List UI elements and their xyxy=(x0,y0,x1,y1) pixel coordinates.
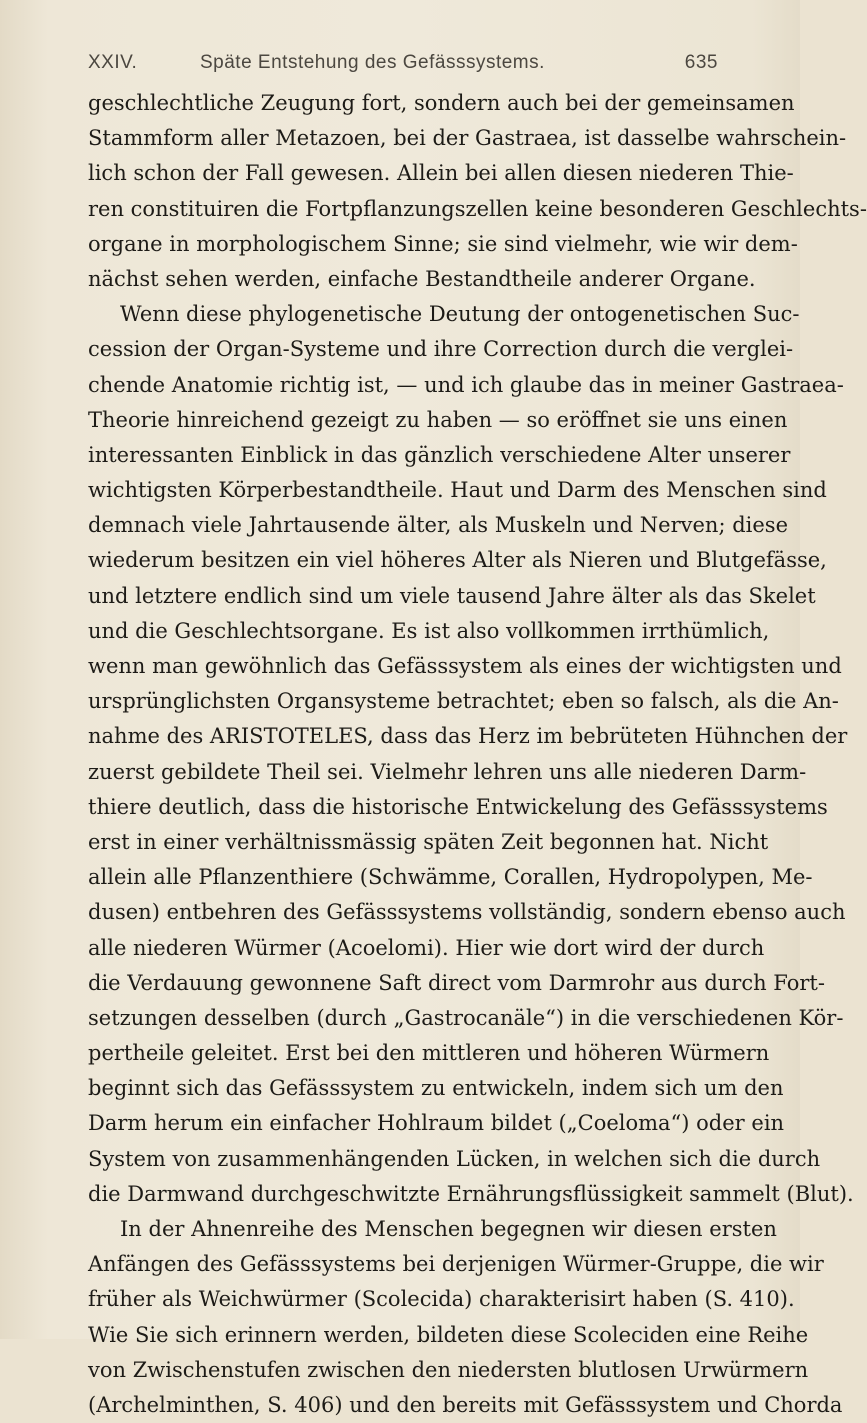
text-line: die Darmwand durchgeschwitzte Ernährungsflüssigkeit sammelt (Blut). xyxy=(88,1181,854,1206)
text-line: organe in morphologischem Sinne; sie sind vielmehr, wie wir dem- xyxy=(88,231,798,256)
text-line: und die Geschlechtsorgane. Es ist also vollkommen irrthümlich, xyxy=(88,618,770,643)
text-line: von Zwischenstufen zwischen den niedersten blutlosen Urwürmern xyxy=(88,1357,809,1382)
text-line: System von zusammenhängenden Lücken, in welchen sich die durch xyxy=(88,1146,821,1171)
text-line: nächst sehen werden, einfache Bestandtheile anderer Organe. xyxy=(88,266,756,291)
text-line: ren constituiren die Fortpflanzungszellen keine besonderen Geschlechts- xyxy=(88,196,867,221)
body-text xyxy=(88,86,867,1423)
text-line: Anfängen des Gefässsystems bei derjenigen Würmer-Gruppe, die wir xyxy=(88,1252,824,1277)
text-line: chende Anatomie richtig ist, — und ich glaube das in meiner Gastraea- xyxy=(88,372,844,397)
text-line: erst in einer verhältnissmässig späten Zeit begonnen hat. Nicht xyxy=(88,829,769,854)
text-line: und letztere endlich sind um viele tausend Jahre älter als das Skelet xyxy=(88,583,816,608)
text-line: dusen) entbehren des Gefässsystems vollständig, sondern ebenso auch xyxy=(88,900,846,925)
text-line: allein alle Pflanzenthiere (Schwämme, Corallen, Hydropolypen, Me- xyxy=(88,865,813,890)
text-line: interessanten Einblick in das gänzlich verschiedene Alter unserer xyxy=(88,442,791,467)
text-line: pertheile geleitet. Erst bei den mittleren und höheren Würmern xyxy=(88,1041,770,1066)
text-line: wiederum besitzen ein viel höheres Alter als Nieren und Blutgefässe, xyxy=(88,548,827,573)
text-line: demnach viele Jahrtausende älter, als Muskeln und Nerven; diese xyxy=(88,513,788,538)
page-number: 635 xyxy=(684,52,718,73)
text-line: zuerst gebildete Theil sei. Vielmehr lehren uns alle niederen Darm- xyxy=(88,759,807,784)
running-title: Späte Entstehung des Gefässsystems. xyxy=(200,52,545,73)
text-line: setzungen desselben (durch „Gastrocanäle“) in die verschiedenen Kör- xyxy=(88,1005,844,1030)
text-line: In der Ahnenreihe des Menschen begegnen wir diesen ersten xyxy=(120,1217,777,1241)
text-line: nahme des ARISTOTELES, dass das Herz im bebrüteten Hühnchen der xyxy=(88,724,848,749)
text-line: wichtigsten Körperbestandtheile. Haut und Darm des Menschen sind xyxy=(88,478,827,503)
text-line: lich schon der Fall gewesen. Allein bei allen diesen niederen Thie- xyxy=(88,161,794,186)
chapter-number: XXIV. xyxy=(88,52,138,73)
text-line: Wie Sie sich erinnern werden, bildeten diese Scoleciden eine Reihe xyxy=(88,1322,809,1347)
text-line: thiere deutlich, dass die historische Entwickelung des Gefässsystems xyxy=(88,794,828,819)
text-line: Darm herum ein einfacher Hohlraum bildet („Coeloma“) oder ein xyxy=(88,1111,785,1136)
text-line: die Verdauung gewonnene Saft direct vom Darmrohr aus durch Fort- xyxy=(88,970,825,995)
text-line: früher als Weichwürmer (Scolecida) charakterisirt haben (S. 410). xyxy=(88,1287,795,1312)
text-line: beginnt sich das Gefässsystem zu entwickeln, indem sich um den xyxy=(88,1076,784,1101)
text-line: (Archelminthen, S. 406) und den bereits mit Gefässsystem und Chorda xyxy=(88,1392,843,1417)
running-header xyxy=(88,52,718,82)
text-line: Stammform aller Metazoen, bei der Gastraea, ist dasselbe wahrschein- xyxy=(88,126,847,151)
text-line: cession der Organ-Systeme und ihre Correction durch die verglei- xyxy=(88,337,794,362)
text-line: ursprünglichsten Organsysteme betrachtet; eben so falsch, als die An- xyxy=(88,689,839,714)
text-line: wenn man gewöhnlich das Gefässsystem als eines der wichtigsten und xyxy=(88,654,842,678)
text-line: Wenn diese phylogenetische Deutung der ontogenetischen Suc- xyxy=(120,302,800,327)
text-line: alle niederen Würmer (Acoelomi). Hier wie dort wird der durch xyxy=(88,935,765,960)
text-line: Theorie hinreichend gezeigt zu haben — so eröffnet sie uns einen xyxy=(88,407,788,432)
text-line: geschlechtliche Zeugung fort, sondern auch bei der gemeinsamen xyxy=(88,91,795,115)
